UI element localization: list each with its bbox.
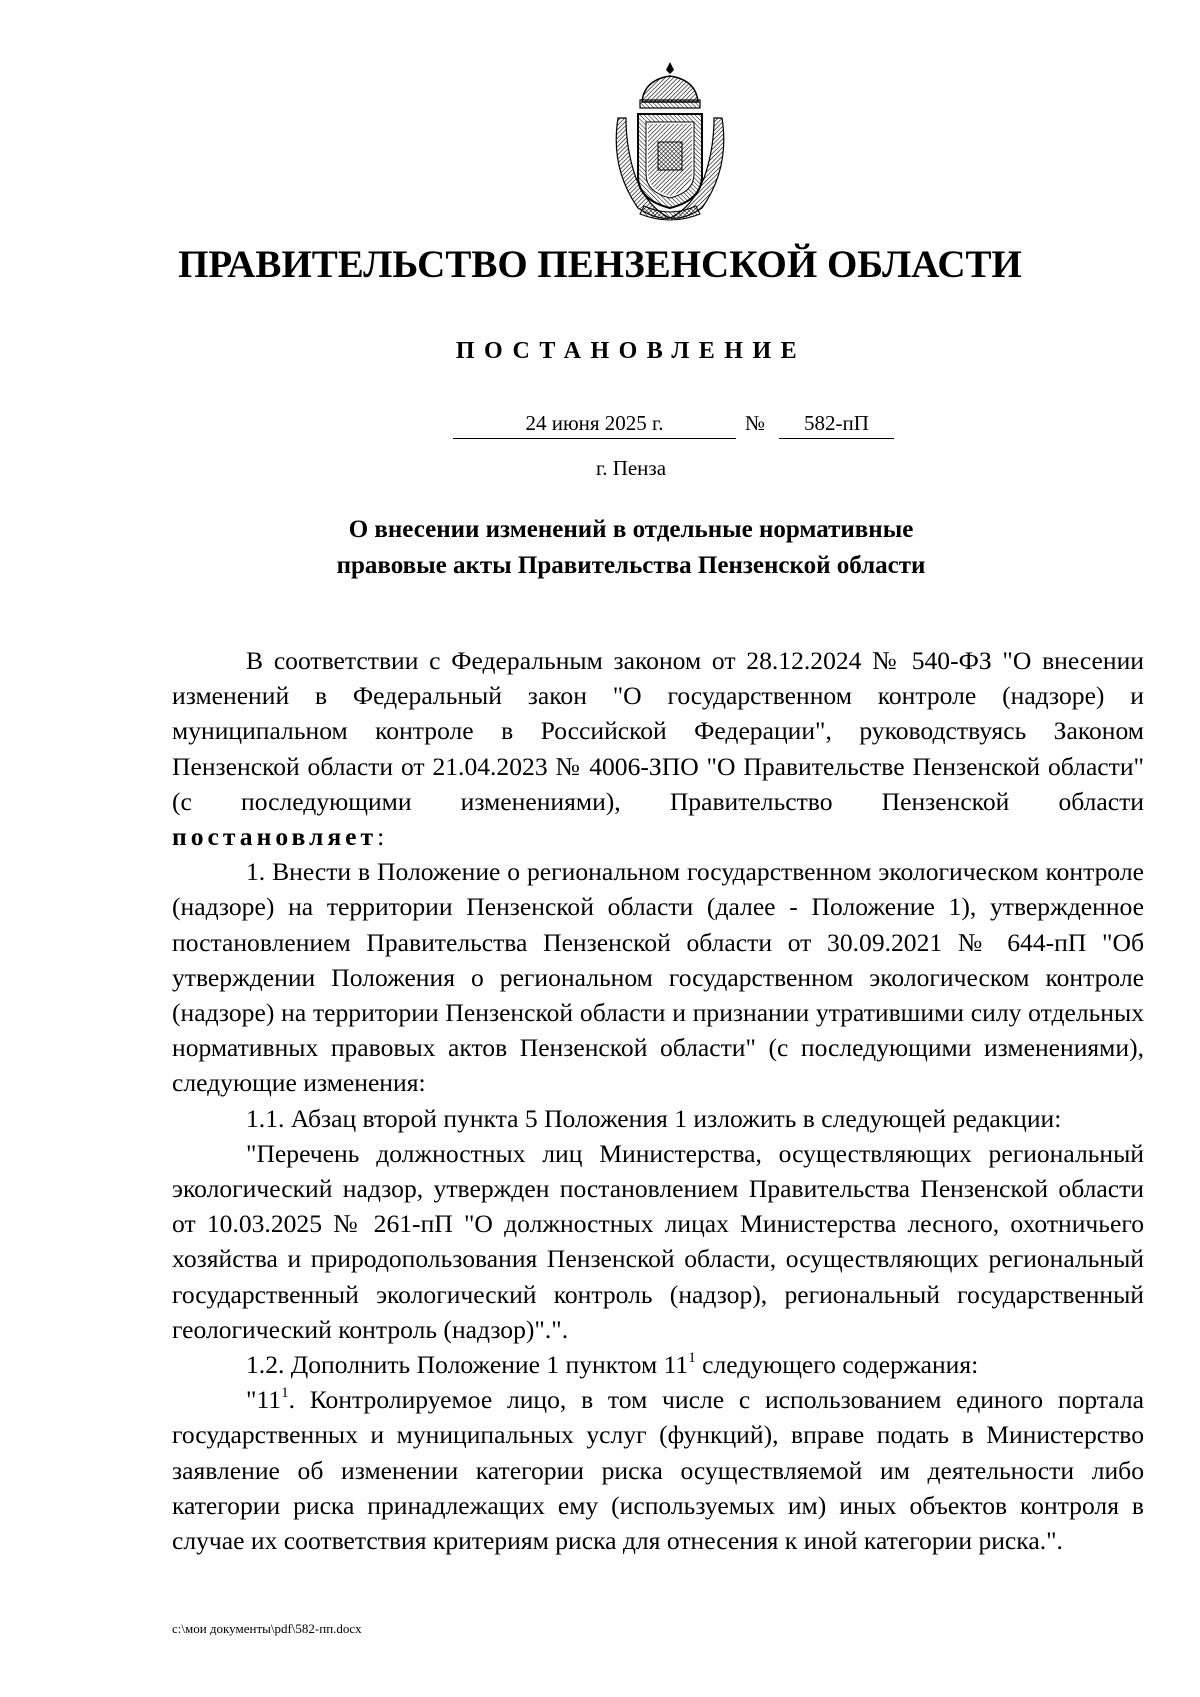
item-1-2-paragraph (172, 1347, 1144, 1382)
preamble-end: : (377, 822, 385, 852)
coat-of-arms-icon (608, 58, 732, 222)
number-sign: № (745, 411, 766, 435)
item-11-1-text: . Контролируемое лицо, в том числе с использованием единого портала государственных и муниципальных услуг (функций), вправе подать в Министерство заявление об изменении категории риска осуществляемой им деятельности либо категории риска принадлежащих ему (используемых им) иных объектов контроля в случае их соответствия критериям риска для отнесения к иной категории риска.". (172, 1385, 1144, 1556)
document-title (0, 512, 1200, 584)
organization-name: ПРАВИТЕЛЬСТВО ПЕНЗЕНСКОЙ ОБЛАСТИ (178, 243, 1022, 286)
resolves-word: постановляет (172, 822, 378, 852)
document-title-line-1: О внесении изменений в отдельные нормативные (348, 516, 914, 543)
document-date: 24 июня 2025 г. (453, 408, 736, 439)
item-1-1-quote-paragraph: "Перечень должностных лиц Министерства, осуществляющих региональный экологический надзор, утвержден постановлением Правительства Пензенской области от 10.03.2025 № 261-пП "О должностных лицах Министерства лесного, охотничьего хозяйства и природопользования Пензенской области, осуществляющих региональный государственный экологический контроль (надзор), региональный государственный геологический контроль (надзор)".". (172, 1138, 1144, 1344)
item-1-1-paragraph: 1.1. Абзац второй пункта 5 Положения 1 изложить в следующей редакции: (246, 1103, 1062, 1133)
item-1-2-quote-paragraph (172, 1382, 1144, 1558)
item-1-paragraph: 1. Внести в Положение о региональном государственном экологическом контроле (надзоре) на территории Пензенской области (далее - Положение 1), утвержденное постановлением Правительства Пензенской области от 30.09.2021 № 644-пП "Об утверждении Положения о региональном государственном экологическом контроле (надзоре) на территории Пензенской области и признании утратившими силу отдельных нормативных правовых актов Пензенской области" (с последующими изменениями), следующие изменения: (172, 857, 1144, 1098)
item-1-2-text: 1.2. Дополнить Положение 1 пунктом 11 (246, 1350, 689, 1380)
document-title-line-2: правовые акты Правительства Пензенской области (336, 552, 926, 579)
item-1-2-text-end: следующего содержания: (695, 1350, 979, 1380)
document-body (172, 643, 1144, 1558)
superscript: 1 (688, 1349, 696, 1366)
document-city: г. Пенза (595, 456, 667, 480)
item-11-1-number: "11 (246, 1385, 282, 1415)
preamble-text: В соответствии с Федеральным законом от 28.12.2024 № 540-ФЗ "О внесении изменений в Федеральный закон "О государственном контроле (надзоре) и муниципальном контроле в Российской Федерации", руководствуясь Законом Пензенской области от 21.04.2023 № 4006-ЗПО "О Правительстве Пензенской области" (с последующими изменениями), Правительство Пензенской области (172, 646, 1144, 816)
superscript: 1 (281, 1385, 289, 1402)
document-type: ПОСТАНОВЛЕНИЕ (455, 338, 807, 364)
document-number: 582-пП (779, 408, 894, 439)
preamble-paragraph (172, 643, 1144, 854)
file-path-footer: c:\мои документы\pdf\582-пп.docx (172, 1621, 362, 1636)
